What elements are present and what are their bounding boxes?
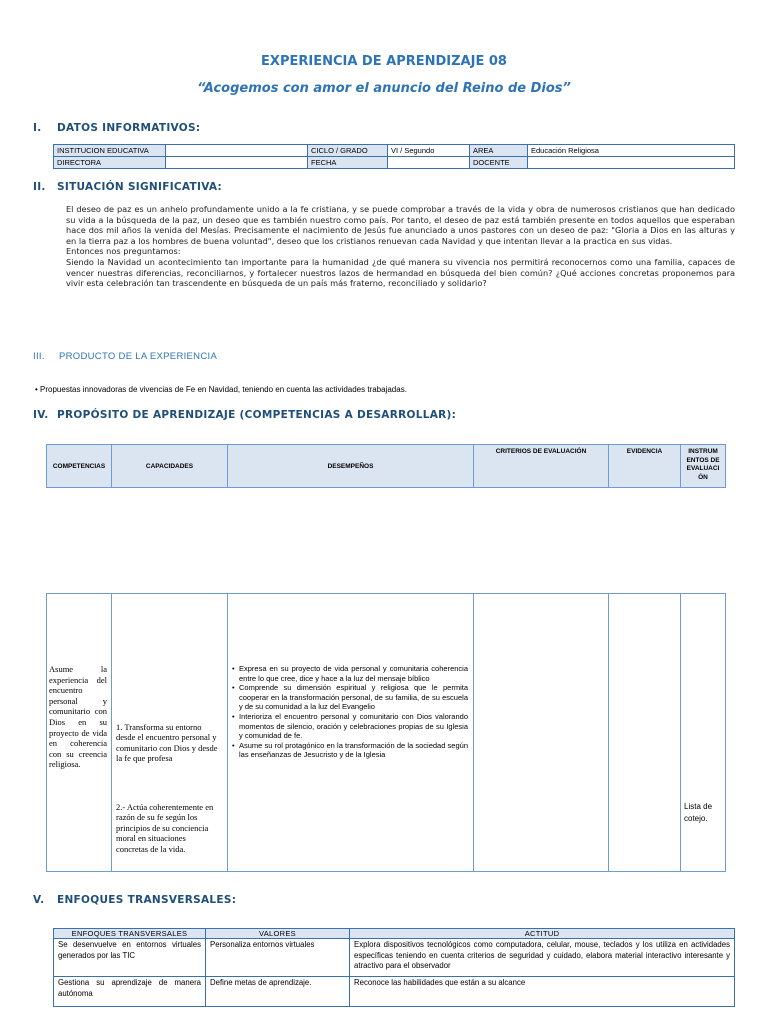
section-heading-situacion xyxy=(33,181,222,193)
area-value: Educación Religiosa xyxy=(528,145,735,157)
situacion-paragraph: El deseo de paz es un anhelo profundamente unido a la fe cristiana, y se puede comprobar a través de la vida y obra de numerosos cristianos que han dedicado su vida a la búsqueda de la paz, un deseo que es también nuestro como país. Por tanto, el deseo de paz está también presente en todos aquellos que esperaban hace dos mil años la venida del Mesías. Precisamente el nacimiento de Jesús fue anunciado a unos pastores con un deseo de paz: "Gloria a Dios en las alturas y en la tierra paz a los hombres de buena voluntad", deseo que los cristianos renuevan cada Navidad y que intentan llevar a la practica en sus vidas. xyxy=(66,204,735,246)
enfoque-cell: Gestiona su aprendizaje de manera autónoma xyxy=(54,977,206,1007)
institucion-label: INSTITUCION EDUCATIVA xyxy=(54,145,166,157)
section-number: V. xyxy=(33,894,45,906)
fecha-label: FECHA xyxy=(308,157,388,169)
evidencia-cell xyxy=(609,594,681,872)
document-title: EXPERIENCIA DE APRENDIZAJE 08 xyxy=(261,54,507,69)
valor-cell: Personaliza entornos virtuales xyxy=(206,939,350,977)
instrumento-cell xyxy=(681,594,726,872)
header-actitud: ACTITUD xyxy=(350,929,735,939)
section-number: I. xyxy=(33,122,42,134)
institucion-value xyxy=(166,145,308,157)
situacion-paragraph: Entonces nos preguntamos: xyxy=(66,246,181,257)
section-number: II. xyxy=(33,181,46,193)
header-criterios: CRITERIOS DE EVALUACIÓN xyxy=(474,445,609,488)
producto-item: • Propuestas innovadoras de vivencias de Fe en Navidad, teniendo en cuenta las actividades trabajadas. xyxy=(35,385,407,394)
competencias-body-table xyxy=(46,593,726,872)
header-desempenos: DESEMPEÑOS xyxy=(228,445,474,488)
competencia-cell xyxy=(47,594,112,872)
header-enfoques: ENFOQUES TRANSVERSALES xyxy=(54,929,206,939)
section-title: DATOS INFORMATIVOS: xyxy=(57,122,201,134)
actitud-cell: Reconoce las habilidades que están a su alcance xyxy=(350,977,735,1007)
table-header-row xyxy=(54,929,735,939)
table-header-row xyxy=(47,445,726,488)
docente-value xyxy=(528,157,735,169)
competencias-header-table xyxy=(46,444,726,488)
docente-label: DOCENTE xyxy=(470,157,528,169)
header-evidencia: EVIDENCIA xyxy=(609,445,681,488)
criterios-cell xyxy=(474,594,609,872)
desempeno-item: • Expresa en su proyecto de vida personal y comunitaria coherencia entre lo que cree, dice y hace a la luz del mensaje bíblico xyxy=(232,664,468,683)
datos-informativos-table xyxy=(53,144,735,169)
section-heading-producto xyxy=(33,351,217,362)
table-row xyxy=(54,977,735,1007)
capacidad-item: 2.- Actúa coherentemente en razón de su fe según los principios de su conciencia moral en situaciones concretas de la vida. xyxy=(116,802,214,854)
desempeno-item: • Interioriza el encuentro personal y comunitario con Dios valorando momentos de silencio, oración y celebraciones propias de su Iglesia y comunidad de fe. xyxy=(232,712,468,741)
competencia-text: Asume la experiencia del encuentro personal y comunitario con Dios en su proyecto de vida en coherencia con su creencia religiosa. xyxy=(49,664,107,770)
situacion-significativa-text xyxy=(66,204,735,289)
header-instrumentos: INSTRUM ENTOS DE EVALUACI ÓN xyxy=(681,445,726,488)
section-number: IV. xyxy=(33,409,49,421)
desempenos-list xyxy=(232,664,468,760)
section-heading-enfoques xyxy=(33,894,236,906)
ciclo-label: CICLO / GRADO xyxy=(308,145,388,157)
fecha-value xyxy=(388,157,470,169)
header-capacidades: CAPACIDADES xyxy=(112,445,228,488)
enfoque-cell: Se desenvuelve en entornos virtuales generados por las TIC xyxy=(54,939,206,977)
actitud-cell: Explora dispositivos tecnológicos como computadora, celular, mouse, teclados y los utiliza en actividades específicas teniendo en cuenta criterios de seguridad y cuidado, elabora material interactivo interesante y atractivo para el observador xyxy=(350,939,735,977)
section-title: PRODUCTO DE LA EXPERIENCIA xyxy=(59,351,218,362)
header-valores: VALORES xyxy=(206,929,350,939)
directora-value xyxy=(166,157,308,169)
section-title: PROPÓSITO DE APRENDIZAJE (COMPETENCIAS A DESARROLLAR): xyxy=(57,409,457,421)
section-heading-datos xyxy=(33,122,200,134)
section-title: ENFOQUES TRANSVERSALES: xyxy=(57,894,237,906)
enfoques-transversales-table xyxy=(53,928,735,1007)
desempeno-item: • Comprende su dimensión espiritual y religiosa que le permita cooperar en la transformación personal, de su familia, de su escuela y de su comunidad a la luz del Evangelio xyxy=(232,683,468,712)
section-heading-proposito xyxy=(33,409,456,421)
section-number: III. xyxy=(33,351,45,362)
document-subtitle: “Acogemos con amor el anuncio del Reino de Dios” xyxy=(197,81,571,96)
capacidades-cell xyxy=(112,594,228,872)
table-row xyxy=(54,939,735,977)
area-label: AREA xyxy=(470,145,528,157)
valor-cell: Define metas de aprendizaje. xyxy=(206,977,350,1007)
instrumento-text: Lista de cotejo. xyxy=(684,802,713,823)
table-row xyxy=(47,594,726,872)
header-competencias: COMPETENCIAS xyxy=(47,445,112,488)
directora-label: DIRECTORA xyxy=(54,157,166,169)
ciclo-value: VI / Segundo xyxy=(388,145,470,157)
situacion-paragraph: Siendo la Navidad un acontecimiento tan importante para la humanidad ¿de qué manera su vivencia nos permitirá reconocernos como una familia, capaces de vencer nuestras diferencias, reconciliarnos, y fortalecer nuestros lazos de hermandad en búsqueda del bien común? ¿Qué acciones concretas proponemos para vivir esta celebración tan trascendente en búsqueda de un país más fraterno, reconciliado y solidario? xyxy=(66,256,735,289)
section-title: SITUACIÓN SIGNIFICATIVA: xyxy=(57,181,223,193)
capacidad-item: 1. Transforma su entorno desde el encuentro personal y comunitario con Dios y desde la fe que profesa xyxy=(116,722,218,764)
desempeno-item: • Asume su rol protagónico en la transformación de la sociedad según las enseñanzas de Jesucristo y de la Iglesia xyxy=(232,741,468,760)
desempenos-cell xyxy=(228,594,474,872)
table-row xyxy=(54,145,735,157)
table-row xyxy=(54,157,735,169)
